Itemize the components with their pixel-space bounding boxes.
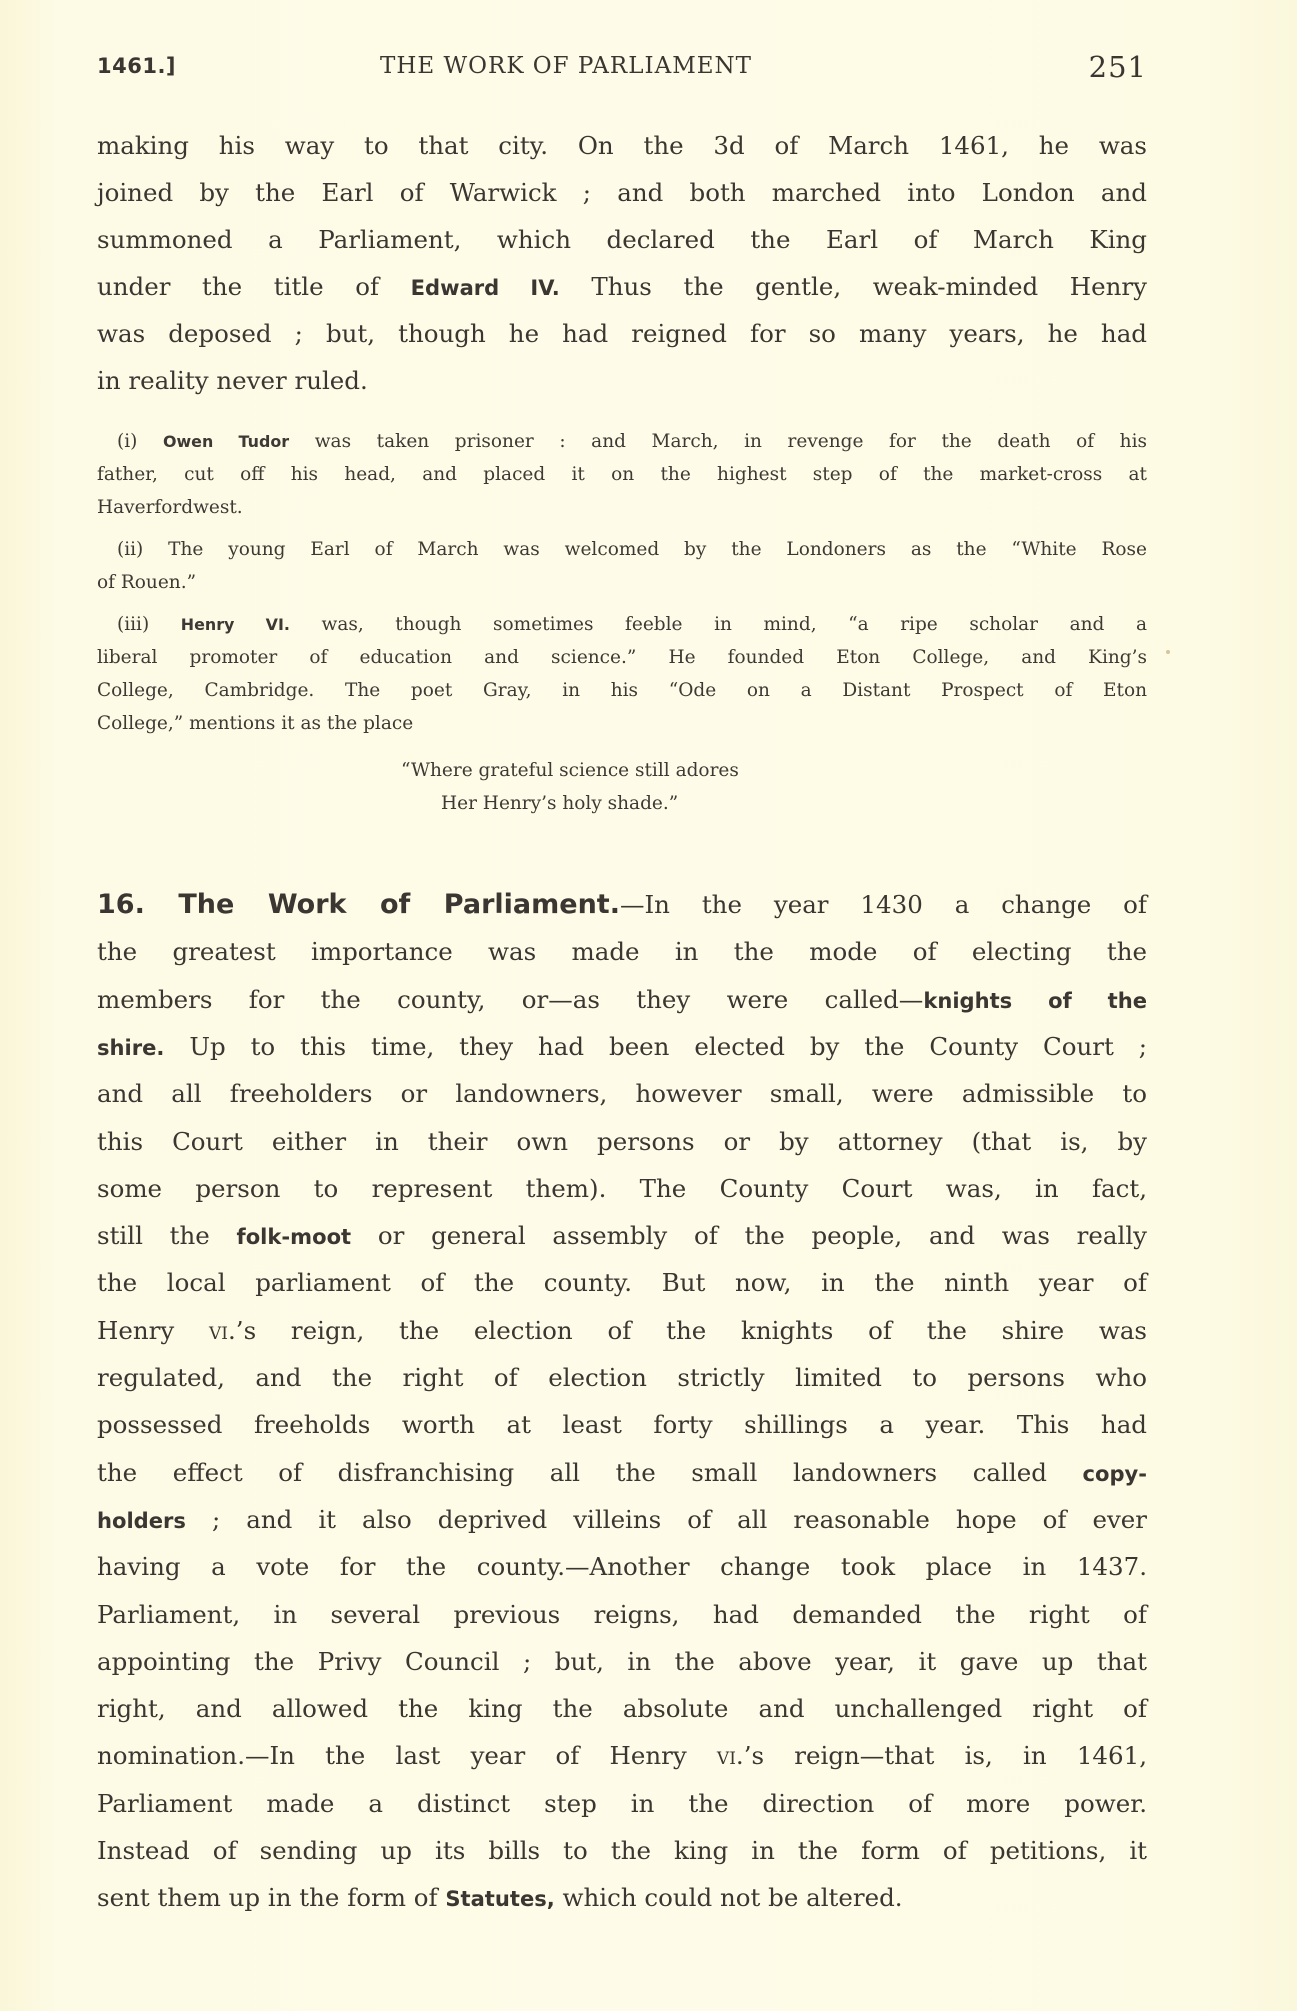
text-line: [97, 1454, 1147, 1491]
text-line: [97, 568, 1147, 598]
bold-term: copy-: [1082, 1461, 1147, 1486]
text-line: [97, 886, 1147, 923]
text-line: [117, 427, 1147, 457]
text-line: [97, 1028, 1147, 1065]
text-line: [97, 1264, 1147, 1301]
text-run: ’s reign, the election of the knights of the shire was: [235, 1316, 1148, 1345]
text-run: Henry: [97, 1316, 209, 1345]
text-run: this Court either in their own persons or by attorney (that is, by: [97, 1127, 1147, 1156]
text-run: Up to this time, they had been elected by the County Court ;: [164, 1032, 1147, 1061]
text-line: [97, 1217, 1147, 1254]
text-run: was taken prisoner : and March, in revenge for the death of his: [289, 431, 1147, 452]
text-line: [97, 1312, 1147, 1349]
text-line: [97, 1548, 1147, 1585]
text-run: (i): [117, 431, 163, 452]
text-run: Parliament, in several previous reigns, had demanded the right of: [97, 1600, 1147, 1629]
text-run: College, Cambridge. The poet Gray, in his “Ode on a Distant Prospect of Eton: [97, 680, 1147, 701]
text-run: some person to represent them). The County Court was, in fact,: [97, 1174, 1147, 1203]
text-line: [97, 1075, 1147, 1112]
text-run: summoned a Parliament, which declared the Earl of March King: [97, 225, 1147, 254]
text-run: appointing the Privy Council ; but, in the above year, it gave up that: [97, 1647, 1147, 1676]
text-run: the greatest importance was made in the mode of electing the: [97, 937, 1147, 966]
text-run: College,” mentions it as the place: [97, 713, 414, 734]
text-line: [117, 610, 1147, 640]
text-line: [97, 1123, 1147, 1160]
text-line: [117, 535, 1147, 565]
text-run: the local parliament of the county. But now, in the ninth year of: [97, 1268, 1147, 1297]
bold-term: knights of the: [923, 988, 1147, 1013]
bold-term: folk-moot: [236, 1224, 352, 1249]
section-heading: 16. The Work of Parliament.: [97, 889, 620, 920]
text-run: or general assembly of the people, and was really: [351, 1221, 1147, 1250]
running-header: [97, 50, 1147, 90]
text-run: making his way to that city. On the 3d of March 1461, he was: [97, 131, 1147, 160]
text-run: nomination.—In the last year of Henry: [97, 1741, 717, 1770]
text-line: [97, 362, 1147, 399]
text-run: (iii): [117, 614, 181, 635]
text-line: [97, 1501, 1147, 1538]
text-line: [97, 1170, 1147, 1207]
text-run: regulated, and the right of election strictly limited to persons who: [97, 1363, 1147, 1392]
text-line: [97, 127, 1147, 164]
text-run: Parliament made a distinct step in the direction of more power.: [97, 1789, 1147, 1818]
text-line: [97, 933, 1147, 970]
text-line: [97, 1643, 1147, 1680]
text-run: of Rouen.”: [97, 572, 197, 593]
text-line: [97, 709, 1147, 739]
text-line: [97, 1596, 1147, 1633]
text-run: in reality never ruled.: [97, 366, 368, 395]
text-run: —In the year 1430 a change of: [619, 890, 1148, 919]
bold-term: Owen Tudor: [162, 432, 290, 451]
text-run: ’s reign—that is, in 1461,: [743, 1741, 1147, 1770]
text-line: [97, 315, 1147, 352]
text-line: [97, 1879, 1147, 1916]
text-run: the effect of disfranchising all the small landowners called: [97, 1458, 1083, 1487]
text-run: under the title of: [97, 272, 411, 301]
text-run: members for the county, or—as they were called—: [97, 985, 924, 1014]
text-line: [97, 1406, 1147, 1443]
text-run: Instead of sending up its bills to the king in the form of petitions, it: [97, 1836, 1147, 1865]
header-date: 1461.]: [97, 54, 177, 78]
text-run: joined by the Earl of Warwick ; and both marched into London and: [97, 178, 1147, 207]
text-run: Haverfordwest.: [97, 497, 243, 518]
bold-term: Edward IV.: [410, 275, 560, 300]
text-run: still the: [97, 1221, 237, 1250]
text-run: ; and it also deprived villeins of all reasonable hope of ever: [185, 1505, 1147, 1534]
text-run: possessed freeholds worth at least forty shillings a year. This had: [97, 1410, 1147, 1439]
text-line: [97, 268, 1147, 305]
text-line: [97, 981, 1147, 1018]
text-run: right, and allowed the king the absolute and unchallenged right of: [97, 1694, 1147, 1723]
bold-term: shire.: [97, 1035, 165, 1060]
text-run: (ii) The young Earl of March was welcomed by the Londoners as the “White Rose: [117, 539, 1147, 560]
text-line: [97, 1690, 1147, 1727]
text-run: was, though sometimes feeble in mind, “a ripe scholar and a: [289, 614, 1147, 635]
text-line: [97, 643, 1147, 673]
text-line: [97, 460, 1147, 490]
bold-term: Statutes,: [445, 1886, 555, 1911]
text-run: and all freeholders or landowners, however small, were admissible to: [97, 1079, 1147, 1108]
text-line: [97, 493, 1147, 523]
text-run: Thus the gentle, weak-minded Henry: [559, 272, 1147, 301]
verse-line: Her Henry’s holy shade.”: [441, 793, 679, 814]
text-line: [97, 221, 1147, 258]
bold-term: holders: [97, 1508, 186, 1533]
header-title: THE WORK OF PARLIAMENT: [380, 53, 752, 79]
text-run: sent them up in the form of: [97, 1883, 446, 1912]
verse-line: “Where grateful science still adores: [401, 760, 739, 781]
text-line: [97, 1785, 1147, 1822]
text-line: [97, 174, 1147, 211]
text-line: [97, 1832, 1147, 1869]
text-run: was deposed ; but, though he had reigned for so many years, he had: [97, 319, 1147, 348]
text-run: liberal promoter of education and science.” He founded Eton College, and King’s: [97, 647, 1147, 668]
text-run: which could not be altered.: [554, 1883, 903, 1912]
regnal-number: vi.: [209, 1316, 236, 1345]
page-number: 251: [1088, 50, 1147, 84]
paper-speck: [1166, 650, 1170, 654]
regnal-number: vi.: [716, 1741, 744, 1770]
text-run: father, cut off his head, and placed it on the highest step of the market-cross at: [97, 464, 1147, 485]
text-line: [97, 676, 1147, 706]
text-line: [97, 1359, 1147, 1396]
text-run: having a vote for the county.—Another change took place in 1437.: [97, 1552, 1147, 1581]
text-line: [97, 1737, 1147, 1774]
bold-term: Henry VI.: [180, 615, 290, 634]
